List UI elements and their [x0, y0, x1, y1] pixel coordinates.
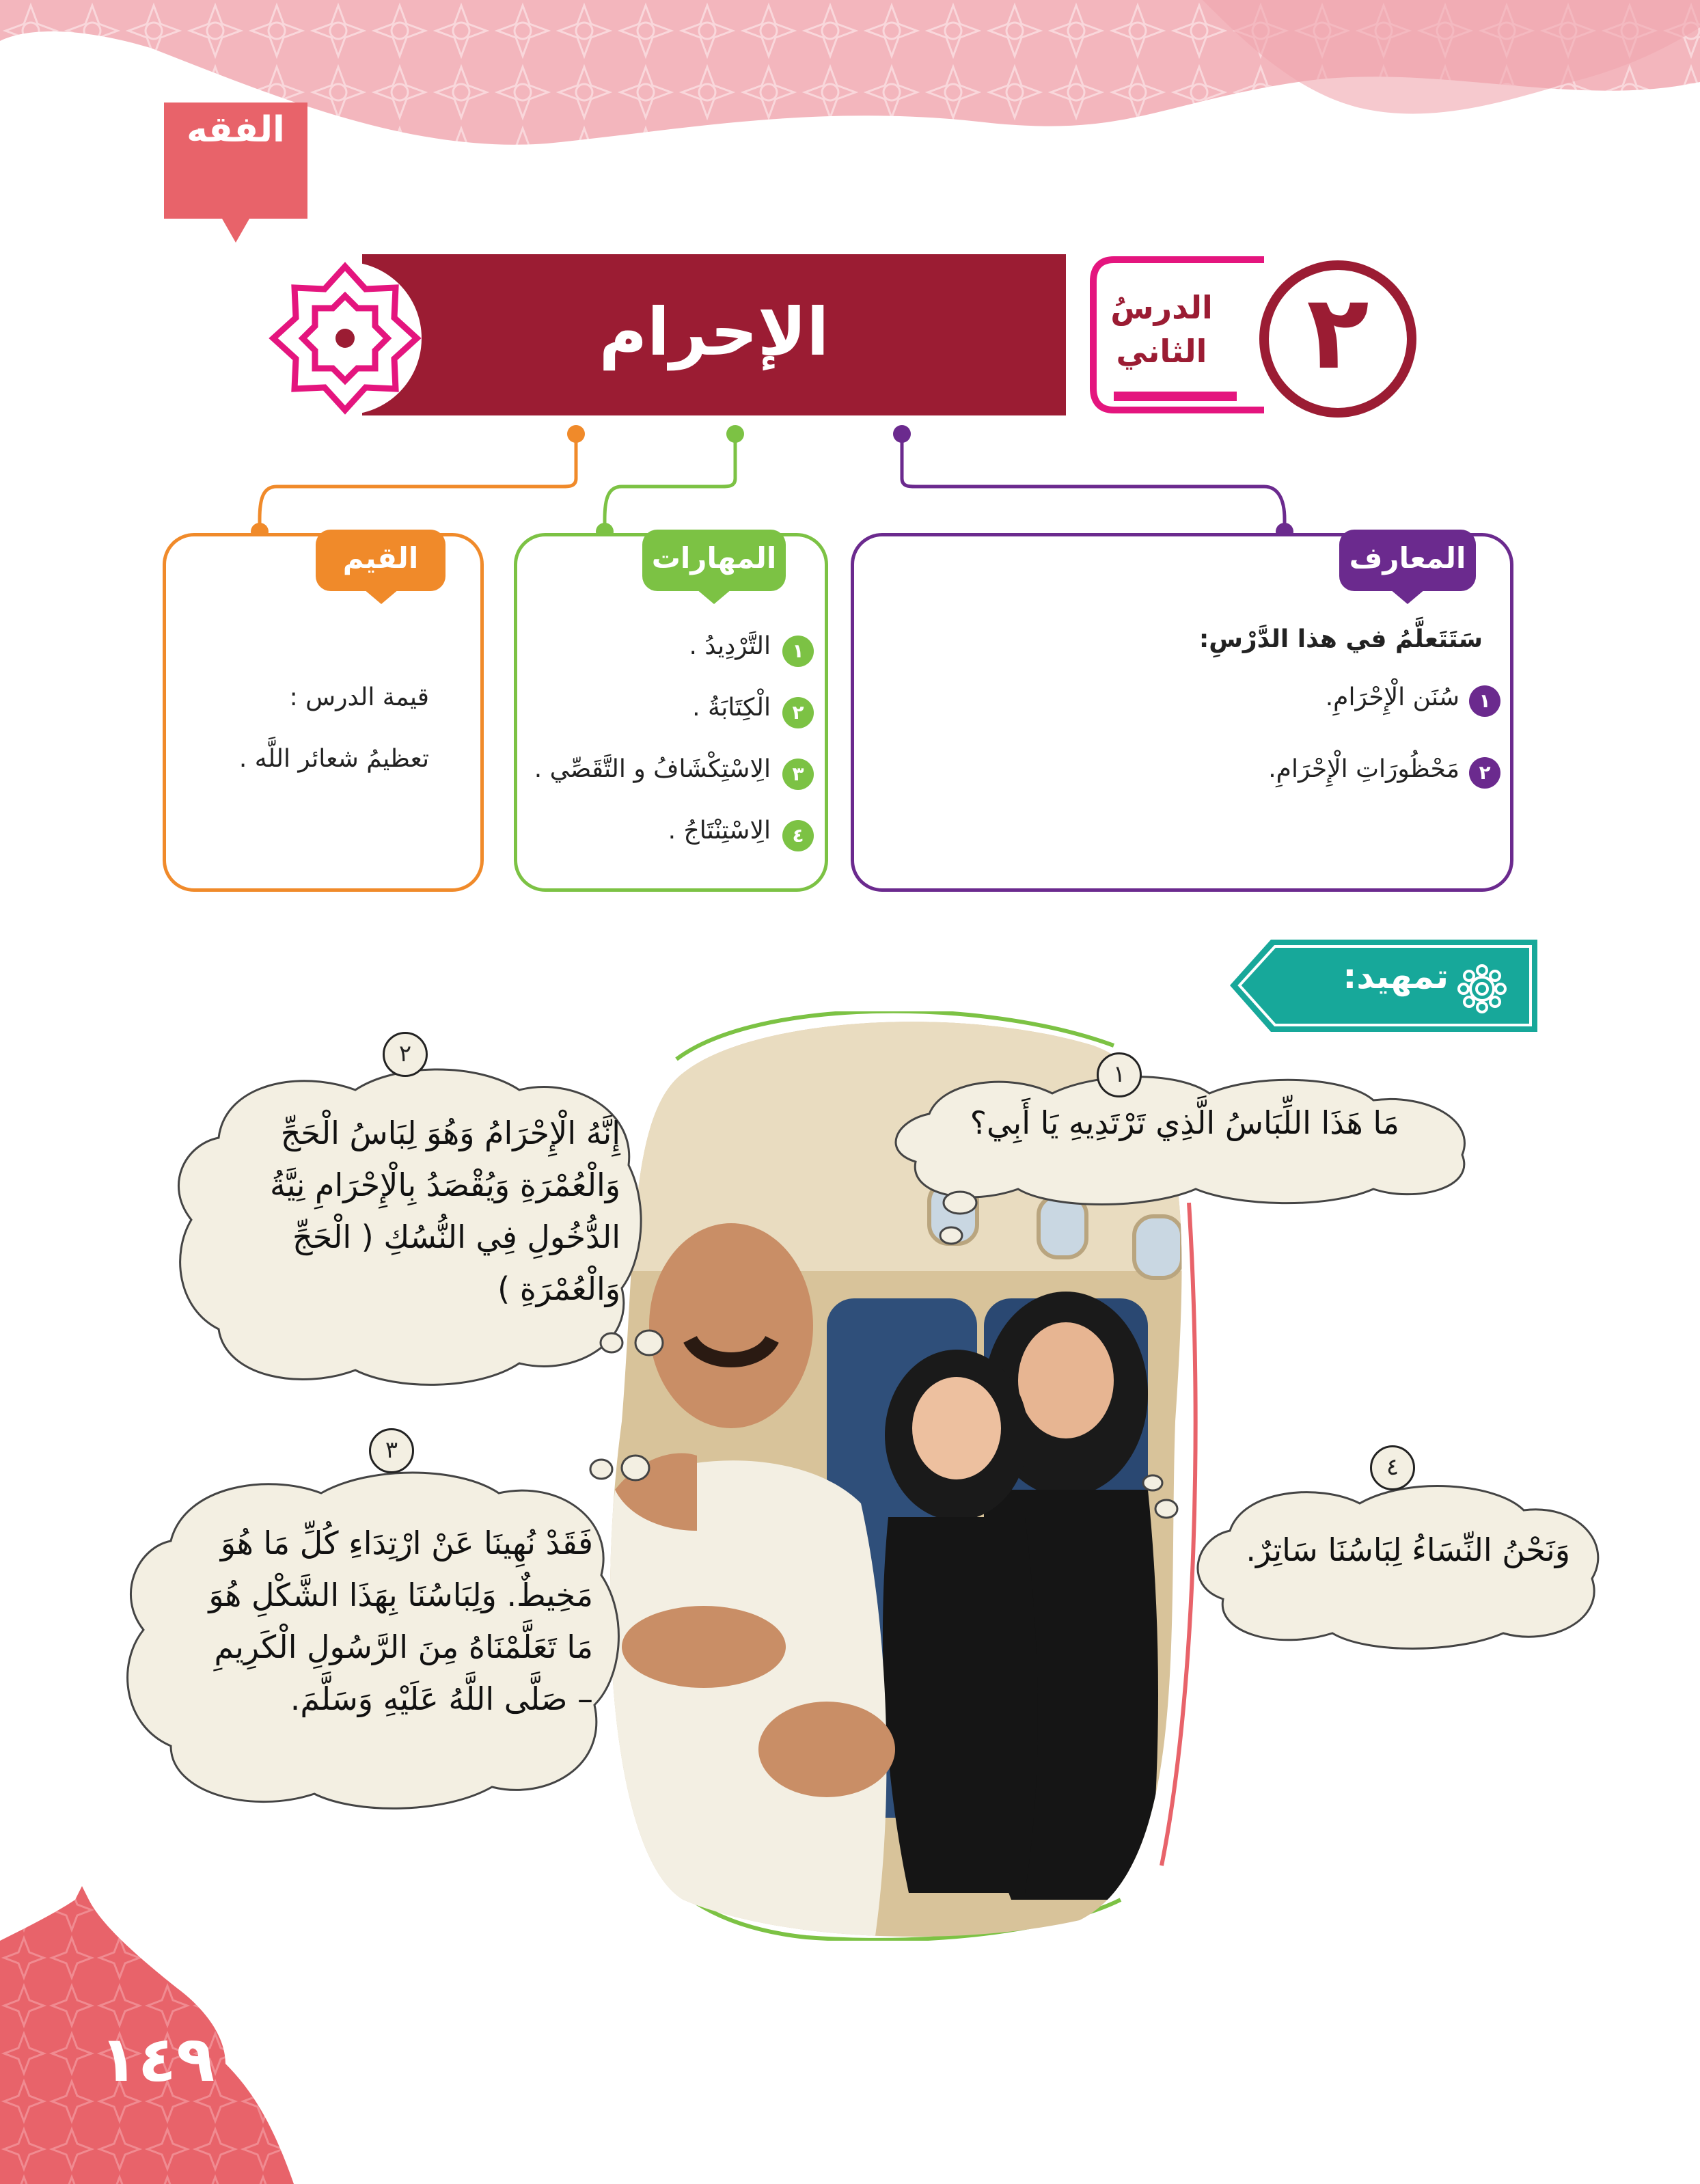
bubble-line: مَخِيطٌ. وَلِبَاسُنَا بِهَذَا الشَّكْلِ هُوَ — [208, 1576, 593, 1613]
knowledge-item: مَحْظُورَاتِ الْإِحْرَامِ. — [1268, 755, 1459, 783]
lesson-title: الإحرام — [599, 294, 830, 370]
bubble-number: ٣ — [369, 1428, 414, 1473]
knowledge-intro: سَتَتَعلَّمُ في هذا الدَّرْسِ: — [1198, 625, 1483, 653]
skills-item: الِاسْتِنْتَاجُ . — [668, 817, 771, 845]
lesson-number: ٢ — [1306, 273, 1369, 392]
values-tag-pointer — [364, 589, 399, 604]
thought-dots — [1138, 1469, 1185, 1524]
knowledge-item-number: ١ — [1469, 685, 1500, 717]
knowledge-tag: المعارف — [1339, 530, 1476, 591]
bubble-text-2 — [183, 1107, 620, 1315]
bubble-text-3 — [149, 1517, 593, 1725]
bubble-line: – صَلَّى اللَّهُ عَلَيْهِ وَسَلَّمَ. — [290, 1680, 593, 1717]
skills-item-number: ٣ — [782, 759, 814, 790]
bubble-line: فَقَدْ نُهِينَا عَنْ ارْتِدَاءِ كُلِّ مَا هُوَ — [220, 1525, 593, 1561]
bubble-line: وَالْعُمْرَةِ ) — [497, 1270, 620, 1307]
connector-lines — [0, 410, 1700, 547]
skills-tag-pointer — [696, 589, 732, 604]
skills-item-number: ٢ — [782, 697, 814, 728]
geometric-rosette-icon — [263, 256, 427, 420]
thought-dots — [936, 1182, 984, 1271]
lesson-label — [1093, 286, 1230, 373]
skills-item: التَّرْدِيدُ . — [689, 632, 771, 660]
subject-label: الفقه — [187, 109, 285, 150]
skills-item-number: ٤ — [782, 820, 814, 851]
bubble-line: الدُّخُولِ فِي النُّسُكِ ( الْحَجِّ — [292, 1218, 620, 1255]
flower-rosette-icon — [1455, 962, 1509, 1015]
knowledge-tag-pointer — [1390, 589, 1425, 604]
bubble-line: وَالْعُمْرَةِ وَيُقْصَدُ بِالْإِحْرَامِ نِيَّةُ — [270, 1166, 620, 1203]
skills-tag: المهارات — [642, 530, 786, 591]
values-line: تعظيمُ شعائر اللَّه . — [238, 745, 429, 773]
skills-item: الْكِتَابَةُ . — [692, 694, 771, 722]
bubble-number: ٢ — [383, 1032, 428, 1077]
skills-item-number: ١ — [782, 636, 814, 667]
bubble-line: مَا هَذَا اللِّبَاسُ الَّذِي تَرْتَدِيهِ يَا أَبِي؟ — [970, 1104, 1399, 1141]
bubble-text-4 — [1188, 1524, 1570, 1576]
values-tag: القيم — [316, 530, 445, 591]
page-number: ١٤٩ — [99, 2023, 215, 2096]
bubble-line: وَنَحْنُ النِّسَاءُ لِبَاسُنَا سَاتِرٌ. — [1246, 1531, 1570, 1568]
bubble-number: ١ — [1097, 1052, 1142, 1097]
intro-label: تمهيد: — [1343, 957, 1449, 996]
bubble-line: مَا تَعَلَّمْنَاهُ مِنَ الرَّسُولِ الْكَرِيمِ — [214, 1628, 593, 1665]
skills-item: الِاسْتِكْشَافُ و التَّقَصِّي . — [534, 755, 771, 783]
thought-dots — [594, 1322, 670, 1363]
knowledge-item-number: ٢ — [1469, 757, 1500, 789]
values-line: قيمة الدرس : — [289, 683, 429, 711]
thought-dots — [581, 1449, 656, 1490]
lesson-label-line2: الثاني — [1116, 333, 1207, 370]
lesson-label-line1: الدرسُ — [1110, 289, 1213, 326]
bubble-text-1 — [853, 1097, 1399, 1149]
knowledge-item: سُنَن الْإِحْرَامِ. — [1325, 683, 1459, 711]
bubble-number: ٤ — [1370, 1445, 1415, 1490]
bubble-line: إِنَّهُ الْإِحْرَامُ وَهُوَ لِبَاسُ الْحَجِّ — [280, 1115, 620, 1151]
